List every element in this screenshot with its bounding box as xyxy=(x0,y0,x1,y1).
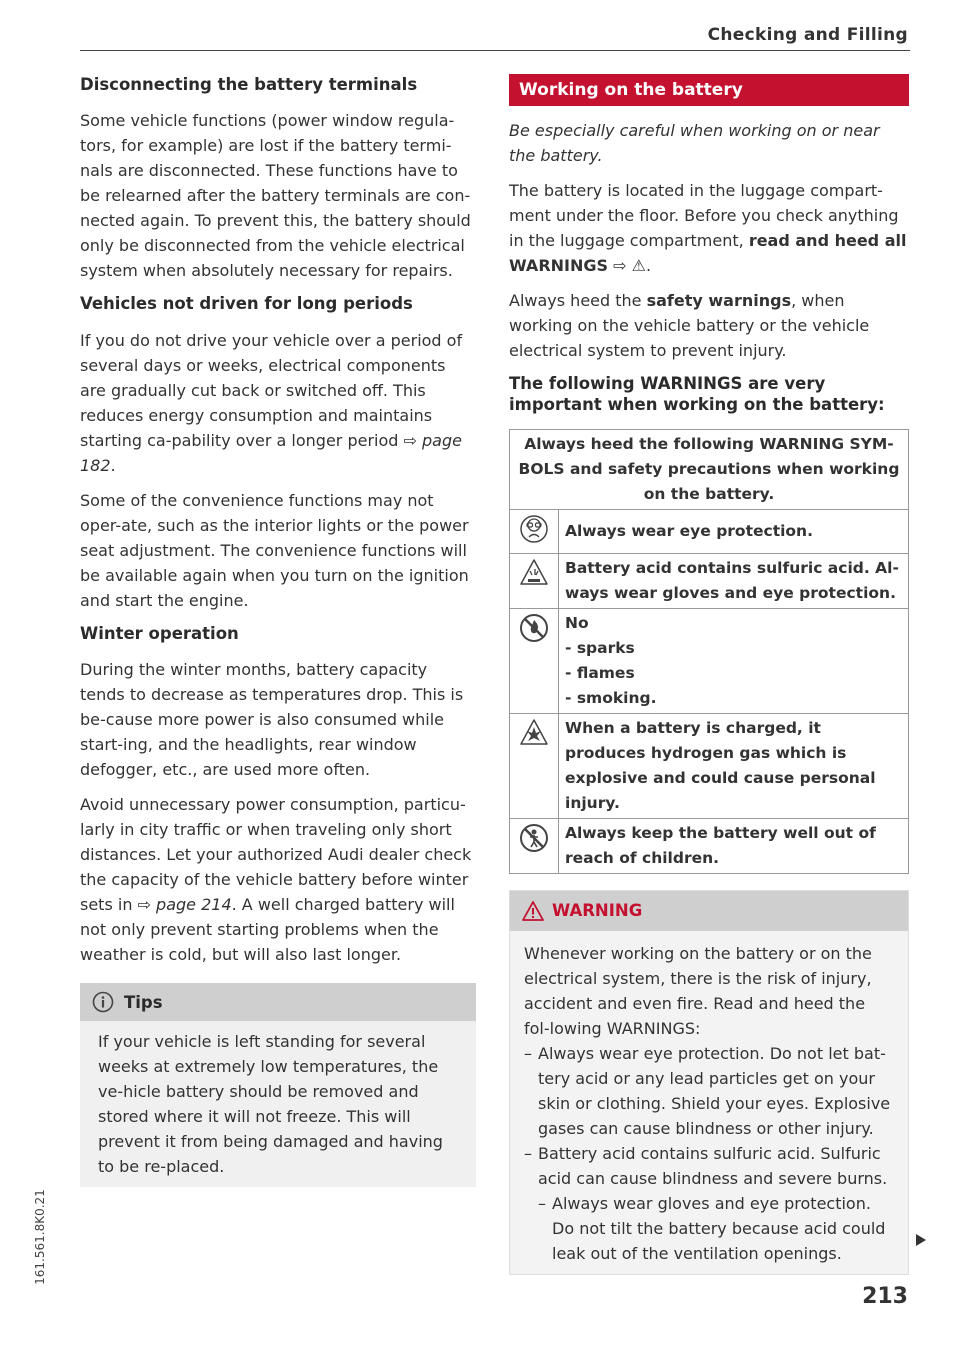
table-header: Always heed the following WARNING SYM-BOLS and safety precautions when working on the battery. xyxy=(510,429,909,509)
list-item: – Battery acid contains sulfuric acid. Sulfuric acid can cause blindness and severe burns. xyxy=(524,1141,894,1191)
heading-disconnecting: Disconnecting the battery terminals xyxy=(80,75,418,94)
paragraph-winter: During the winter months, battery capacity tends to decrease as temperatures drop. This is be-cause more power is also consumed while start-ing, and the headlights, rear window defogger, etc., are used more often. xyxy=(80,660,464,780)
warning-header xyxy=(510,891,908,931)
warning-reference[interactable]: ⇨ ⚠. xyxy=(608,256,652,275)
table-row: When a battery is charged, it produces hydrogen gas which is explosive and could cause personal injury. xyxy=(510,713,909,818)
eye-protection-icon xyxy=(519,514,549,544)
margin-code: 161.561.8K0.21 xyxy=(33,1189,47,1285)
list-item: – Always wear gloves and eye protection. Do not tilt the battery because acid could leak out of the ventilation openings. xyxy=(524,1191,894,1266)
paragraph-convenience: Some of the convenience functions may not oper-ate, such as the interior lights or the power seat adjustment. The convenience functions will be available again when you turn on the ignition and start the engine. xyxy=(80,490,469,610)
tips-header xyxy=(80,983,476,1021)
info-icon xyxy=(92,991,114,1013)
warning-list xyxy=(524,1041,894,1266)
continue-arrow-icon xyxy=(916,1234,926,1246)
warning-symbols-table xyxy=(509,429,909,874)
section-title: Checking and Filling xyxy=(707,25,908,45)
paragraph-disconnecting: Some vehicle functions (power window regula-tors, for example) are lost if the battery termi-nals are disconnected. These functions have to be relearned after the battery terminals are con-nected again. To prevent this, the battery should only be disconnected from the vehicle electrical system when absolutely necessary for repairs. xyxy=(80,111,471,281)
no-fire-icon xyxy=(519,613,549,643)
intro-text: Be especially careful when working on or near the battery. xyxy=(509,121,880,165)
warning-triangle-icon xyxy=(522,901,544,921)
paragraph-safety: Always heed the safety warnings, when working on the vehicle battery or the vehicle electrical system to prevent injury. xyxy=(509,291,870,360)
tips-title: Tips xyxy=(124,992,163,1012)
table-row: No - sparks - flames - smoking. xyxy=(510,608,909,713)
header-rule xyxy=(80,50,910,51)
heading-important-warnings: The following WARNINGS are very important when working on the battery: xyxy=(509,374,885,415)
page-182-link[interactable]: ⇨ page 182 xyxy=(80,430,462,475)
paragraph-long-periods: If you do not drive your vehicle over a period of several days or weeks, electrical components are gradually cut back or switched off. This reduces energy consumption and maintains starting ca-pability over a longer period ⇨ page 182. xyxy=(80,330,463,475)
warning-title: WARNING xyxy=(552,901,643,921)
paragraph-power-consumption: Avoid unnecessary power consumption, particu-larly in city traffic or when traveling only short distances. Let your authorized Audi dealer check the capacity of the vehicle battery before winter sets in ⇨ page 214. A well charged battery will not only prevent starting problems when the weather is cold, but will also last longer. xyxy=(80,795,472,965)
list-item: – Always wear eye protection. Do not let bat-tery acid or any lead particles get on your skin or clothing. Shield your eyes. Explosive gases can cause blindness or other injury. xyxy=(524,1041,894,1141)
acid-hazard-icon xyxy=(519,558,549,586)
section-banner: Working on the battery xyxy=(509,74,909,106)
table-row: Always wear eye protection. xyxy=(510,509,909,553)
paragraph-location: The battery is located in the luggage compart-ment under the floor. Before you check anything in the luggage compartment, read and heed all WARNINGS ⇨ ⚠. xyxy=(509,181,907,275)
keep-children-away-icon xyxy=(519,823,549,853)
table-row: Battery acid contains sulfuric acid. Al-ways wear gloves and eye protection. xyxy=(510,553,909,608)
left-column xyxy=(80,74,476,1187)
heading-long-periods: Vehicles not driven for long periods xyxy=(80,294,413,314)
heading-winter: Winter operation xyxy=(80,623,239,643)
tips-box xyxy=(80,983,476,1187)
page-214-link[interactable]: ⇨ page 214 xyxy=(137,895,232,915)
warning-body: Whenever working on the battery or on the electrical system, there is the risk of injury, accident and even fire. Read and heed the fol-lowing WARNINGS: – Always wear eye protection. Do not let bat-tery acid or any lead particles get on your skin or clothing. Shield your eyes. Explosive gases can cause blindness or other injury. – Battery acid contains sulfuric acid. Sulfuric acid can cause blindness and severe burns. – Always wear gloves and eye protection. Do not tilt the battery because acid could leak out of the ventilation openings. xyxy=(510,931,908,1274)
table-row: Always keep the battery well out of reach of children. xyxy=(510,818,909,873)
page-number: 213 xyxy=(862,1284,908,1309)
tips-body: If your vehicle is left standing for several weeks at extremely low temperatures, the ve-hicle battery should be removed and stored where it will not freeze. This will prevent it from being damaged and having to be re-placed. xyxy=(98,1032,443,1177)
explosive-gas-icon xyxy=(519,718,549,746)
right-column xyxy=(509,74,909,1275)
warning-box xyxy=(509,890,909,1275)
